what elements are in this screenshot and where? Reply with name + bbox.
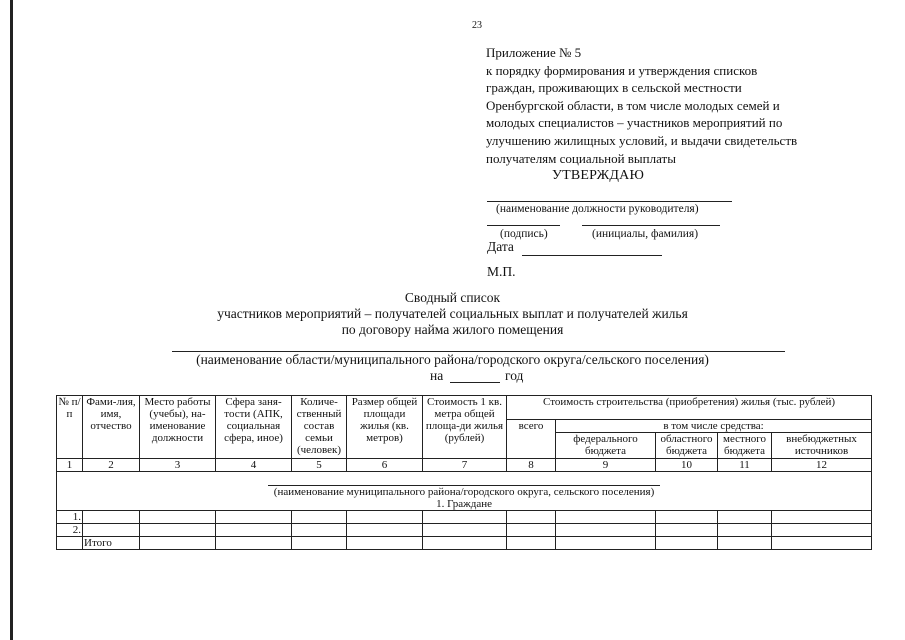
- column-number: 5: [292, 459, 347, 472]
- column-number: 12: [772, 459, 872, 472]
- signature-line: [487, 225, 560, 226]
- table-cell: [140, 511, 216, 524]
- region-caption: (наименование области/муниципального района/городского округа/сельского поселения): [196, 352, 709, 367]
- position-caption: (наименование должности руководителя): [496, 203, 699, 215]
- header-cost-per-m2: Стоимость 1 кв. метра общей площа-ди жилья (рублей): [423, 396, 507, 459]
- table-cell: [556, 511, 656, 524]
- header-family: Количе-ственный состав семьи (человек): [292, 396, 347, 459]
- header-num: № п/п: [57, 396, 83, 459]
- municipality-row: [57, 472, 872, 498]
- table-cell: [347, 524, 423, 537]
- appendix-line: Оренбургской области, в том числе молодых семей и: [486, 97, 780, 113]
- row-number: 1.: [57, 511, 83, 524]
- table-row: [57, 511, 872, 524]
- column-number: 11: [718, 459, 772, 472]
- table-cell: [423, 511, 507, 524]
- appendix-line: граждан, проживающих в сельской местности: [486, 80, 742, 96]
- column-number: 2: [83, 459, 140, 472]
- header-extra: внебюджетных источников: [772, 433, 872, 459]
- column-number: 10: [656, 459, 718, 472]
- table-cell: [656, 537, 718, 550]
- header-area: Размер общей площади жилья (кв. метров): [347, 396, 423, 459]
- appendix-note: [486, 44, 797, 167]
- table-cell: [216, 524, 292, 537]
- header-federal: федерального бюджета: [556, 433, 656, 459]
- table-cell: [83, 511, 140, 524]
- table-cell: [347, 537, 423, 550]
- position-line: [487, 201, 732, 202]
- list-title: Сводный список: [404, 290, 501, 305]
- appendix-line: Приложение № 5: [486, 45, 582, 60]
- table-cell: [718, 511, 772, 524]
- table-cell: [140, 537, 216, 550]
- initials-caption: (инициалы, фамилия): [592, 228, 699, 240]
- signature-caption: (подпись): [500, 228, 548, 240]
- table-row: [57, 524, 872, 537]
- appendix-line: молодых специалистов – участников мероприятий по: [486, 115, 783, 131]
- header-local: местного бюджета: [718, 433, 772, 459]
- table-cell: [556, 524, 656, 537]
- table-cell: [347, 511, 423, 524]
- header-regional: областного бюджета: [656, 433, 718, 459]
- column-number: 6: [347, 459, 423, 472]
- header-total: всего: [507, 420, 556, 459]
- column-number: 4: [216, 459, 292, 472]
- header-sphere: Сфера заня-тости (АПК, социальная сфера, иное): [216, 396, 292, 459]
- column-number: 9: [556, 459, 656, 472]
- header-name: Фами-лия, имя, отчество: [83, 396, 140, 459]
- date-label: Дата: [487, 239, 514, 254]
- list-subtitle-2: по договору найма жилого помещения: [341, 322, 564, 337]
- summary-table: [56, 395, 872, 550]
- table-cell: [772, 524, 872, 537]
- appendix-line: улучшению жилищных условий, и выдачи свидетельств: [486, 132, 798, 148]
- date-line: [522, 255, 662, 256]
- table-cell: [656, 511, 718, 524]
- table-cell: [423, 537, 507, 550]
- header-workplace: Место работы (учебы), на-именование должности: [140, 396, 216, 459]
- table-cell: [507, 524, 556, 537]
- column-number: 8: [507, 459, 556, 472]
- column-number: 7: [423, 459, 507, 472]
- table-cell: [292, 537, 347, 550]
- section-title: 1. Граждане: [57, 498, 872, 511]
- table-cell: [556, 537, 656, 550]
- table-cell: [507, 537, 556, 550]
- total-row: [57, 537, 872, 550]
- table-cell: [83, 524, 140, 537]
- appendix-line: к порядку формирования и утверждения списков: [486, 62, 758, 78]
- municipality-caption: (наименование муниципального района/городского округа, сельского поселения): [268, 485, 661, 498]
- initials-line: [582, 225, 720, 226]
- table-cell: [656, 524, 718, 537]
- row-number: 2.: [57, 524, 83, 537]
- table-cell: [140, 524, 216, 537]
- year-line: [450, 382, 500, 383]
- seal-label: М.П.: [487, 264, 516, 279]
- table-cell: [292, 511, 347, 524]
- table-cell: [772, 511, 872, 524]
- table-cell: [216, 511, 292, 524]
- column-number: 1: [57, 459, 83, 472]
- table-cell: [216, 537, 292, 550]
- header-construction-cost: Стоимость строительства (приобретения) жилья (тыс. рублей): [507, 396, 872, 420]
- table-cell: [292, 524, 347, 537]
- table-cell: [507, 511, 556, 524]
- column-number: 3: [140, 459, 216, 472]
- table-cell: [57, 537, 83, 550]
- list-subtitle: участников мероприятий – получателей социальных выплат и получателей жилья: [217, 306, 688, 321]
- appendix-line: получателям социальной выплаты: [486, 150, 676, 166]
- table-cell: [718, 524, 772, 537]
- approval-heading: УТВЕРЖДАЮ: [552, 168, 645, 183]
- total-label: Итого: [83, 537, 140, 550]
- year-suffix: год: [505, 368, 524, 383]
- table-cell: [718, 537, 772, 550]
- table-cell: [772, 537, 872, 550]
- header-including: в том числе средства:: [556, 420, 872, 433]
- year-prefix: на: [430, 368, 444, 383]
- table-cell: [423, 524, 507, 537]
- page-number: 23: [472, 20, 482, 31]
